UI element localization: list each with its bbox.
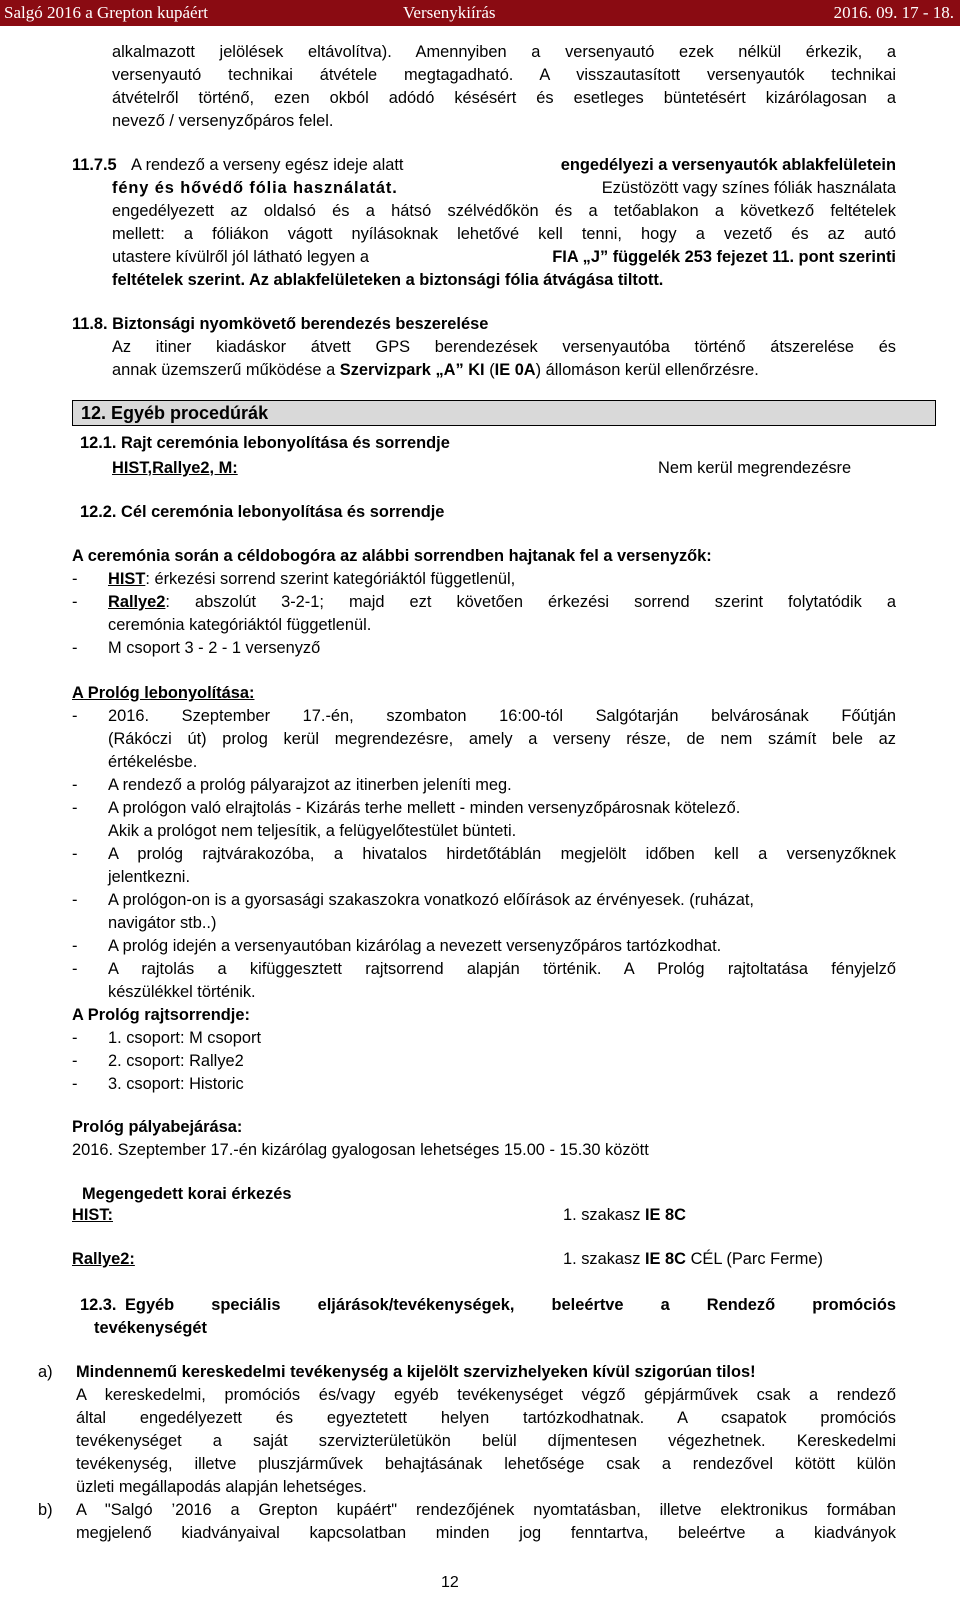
paragraph-text-bold: Mindennemű kereskedelmi tevékenység a kijelölt szervizhelyeken kívül szigorúan tilos! [76, 1363, 756, 1381]
paragraph-text-bold: engedélyezi a versenyautók ablakfelületein [560, 156, 896, 174]
text-span: CÉL (Parc Ferme) [690, 1250, 823, 1268]
paragraph-text: A rendező a verseny egész ideje alatt [131, 156, 404, 174]
paragraph-text: megjelenő kiadványaival kapcsolatban minden jog fenntartva, beleértve a kiadványok [76, 1524, 896, 1542]
station-code: IE 8C [645, 1250, 686, 1268]
section-heading: Egyéb speciális eljárások/tevékenységek, beleértve a Rendező promóciós [125, 1296, 896, 1314]
section-heading-cont: tevékenységét [94, 1319, 207, 1337]
paragraph-text: mellett: a fóliákon vágott nyílásoknak lehetővé kell tenni, hogy a vezető és az autó [112, 225, 896, 243]
section-number: 11.7.5 [72, 156, 117, 174]
paragraph-text: üzleti megállapodás alapján lehetséges. [76, 1478, 367, 1496]
list-dash: - [72, 1052, 78, 1070]
chapter-heading-box [72, 400, 936, 426]
paragraph-text-bold: fény és hővédő fólia használatát. [112, 179, 398, 197]
text-span: ) állomáson kerül ellenőrzésre. [535, 361, 759, 379]
list-item-cont: értékelésbe. [108, 753, 198, 771]
item-label: b) [38, 1501, 53, 1519]
list-item: 3. csoport: Historic [108, 1075, 244, 1093]
page-header [0, 0, 960, 26]
list-term: HIST [108, 570, 146, 588]
list-item-cont: Akik a prológot nem teljesítik, a felügyelőtestület bünteti. [108, 822, 517, 840]
paragraph-text: Ezüstözött vagy színes fóliák használata [601, 179, 896, 197]
paragraph-text: Az itiner kiadáskor átvett GPS berendezések versenyautóba történő átszerelése és [112, 338, 896, 356]
station-name: Szervizpark „A” KI [339, 361, 485, 379]
paragraph-text: A "Salgó ’2016 a Grepton kupáért" rendezőjének nyomtatásban, illetve elektronikus formában [76, 1501, 896, 1519]
header-date: 2016. 09. 17 - 18. [833, 3, 954, 22]
list-dash: - [72, 593, 78, 611]
intro-line: versenyautó technikai átvétele megtagadható. A visszautasított versenyautók technikai [112, 66, 896, 84]
paragraph-text: által engedélyezett és egyeztetett helyen tartózkodhatnak. A csapatok promóciós [76, 1409, 896, 1427]
paragraph-text-bold: feltételek szerint. Az ablakfelületeken a biztonsági fólia átvágása tiltott. [112, 271, 664, 289]
intro-line: alkalmazott jelölések eltávolítva). Amennyiben a versenyautó ezek nélkül érkezik, a [112, 43, 896, 61]
list-dash: - [72, 639, 78, 657]
paragraph-text: tevékenységet a saját szervizterületükön belül díjmentesen végezhetnek. Kereskedelmi [76, 1432, 896, 1450]
list-item: 1. csoport: M csoport [108, 1029, 262, 1047]
station-code: IE 0A [494, 361, 536, 379]
list-item: A prológ rajtvárakozóba, a hivatalos hirdetőtáblán megjelölt időben kell a versenyzőknek [108, 845, 896, 863]
category-label: Rallye2: [72, 1250, 135, 1268]
list-dash: - [72, 799, 78, 817]
paragraph-text: tevékenység, illetve pluszjárművek behajtásának lehetősége csak a rendezővel kötött külön [76, 1455, 896, 1473]
list-dash: - [72, 776, 78, 794]
category-value [563, 1205, 686, 1225]
text-span: annak üzemszerű működése a [112, 361, 336, 379]
list-item-cont: készülékkel történik. [108, 983, 256, 1001]
category-label: HIST,Rallye2, M: [112, 459, 238, 477]
intro-line: átvételről történő, ezen okból adódó késésért és esetleges büntetésért kizárólagosan a [112, 89, 896, 107]
list-item-cont: jelentkezni. [108, 868, 191, 886]
list-item: A rendező a prológ pályarajzot az itinerben jeleníti meg. [108, 776, 512, 794]
header-title: Salgó 2016 a Grepton kupáért [4, 3, 208, 22]
text-span: : abszolút 3-2-1; majd ezt követően érkezési sorrend szerint folytatódik a [165, 593, 896, 611]
list-item-cont: ceremónia kategóriáktól függetlenül. [108, 616, 372, 634]
paragraph-heading: A Prológ lebonyolítása: [72, 684, 255, 702]
list-dash: - [72, 707, 78, 725]
text-span: ( [489, 361, 495, 379]
list-item: 2016. Szeptember 17.-én, szombaton 16:00-tól Salgótarján belvárosának Főútján [108, 707, 896, 725]
paragraph-heading: A Prológ rajtsorrendje: [72, 1006, 250, 1024]
paragraph-heading: Megengedett korai érkezés [82, 1185, 292, 1203]
text-span: 1. szakasz [563, 1206, 641, 1224]
list-item-cont: (Rákóczi út) prolog kerül megrendezésre, amely a verseny része, de nem számít bele az [108, 730, 896, 748]
paragraph-heading: Prológ pályabejárása: [72, 1118, 243, 1136]
section-number: 12.3. [80, 1296, 117, 1314]
list-dash: - [72, 1029, 78, 1047]
paragraph-heading: A ceremónia során a céldobogóra az alábbi sorrendben hajtanak fel a versenyzők: [72, 547, 712, 565]
list-dash: - [72, 960, 78, 978]
list-dash: - [72, 1075, 78, 1093]
paragraph-text-bold: FIA „J” függelék 253 fejezet 11. pont szerinti [552, 248, 896, 266]
section-heading: 12.1. Rajt ceremónia lebonyolítása és sorrendje [80, 434, 450, 452]
item-label: a) [38, 1363, 53, 1381]
intro-line: nevező / versenyzőpáros felel. [112, 112, 334, 130]
category-value: Nem kerül megrendezésre [658, 459, 852, 477]
chapter-heading: 12. Egyéb procedúrák [81, 403, 269, 423]
list-dash: - [72, 891, 78, 909]
list-item [108, 569, 515, 589]
paragraph-text: 2016. Szeptember 17.-én kizárólag gyalogosan lehetséges 15.00 - 15.30 között [72, 1141, 649, 1159]
paragraph-text [112, 360, 759, 380]
section-heading: 11.8. Biztonsági nyomkövető berendezés beszerelése [72, 315, 489, 333]
list-dash: - [72, 570, 78, 588]
paragraph-text: utastere kívülről jól látható legyen a [112, 248, 369, 266]
list-item: A prológ idején a versenyautóban kizárólag a nevezett versenyzőpáros tartózkodhat. [108, 937, 722, 955]
paragraph-text: engedélyezett az oldalsó és a hátsó szélvédőkön és a tetőablakon a következő feltételek [112, 202, 896, 220]
list-item: A prológon való elrajtolás - Kizárás terhe mellett - minden versenyzőpárosnak kötelező. [108, 799, 741, 817]
list-dash: - [72, 937, 78, 955]
list-item: A prológon-on is a gyorsasági szakaszokra vonatkozó előírások az érvényesek. (ruházat, [108, 891, 754, 909]
text-span: 1. szakasz [563, 1250, 641, 1268]
section-heading: 12.2. Cél ceremónia lebonyolítása és sorrendje [80, 503, 445, 521]
list-item [108, 592, 896, 612]
header-doc-type: Versenykiírás [403, 3, 496, 22]
category-value [563, 1249, 823, 1269]
station-code: IE 8C [645, 1206, 686, 1224]
paragraph-text: A kereskedelmi, promóciós és/vagy egyéb tevékenységet végző gépjárművek csak a rendező [76, 1386, 896, 1404]
category-label: HIST: [72, 1206, 113, 1224]
list-term: Rallye2 [108, 593, 166, 611]
list-item: M csoport 3 - 2 - 1 versenyző [108, 639, 321, 657]
list-item: A rajtolás a kifüggesztett rajtsorrend alapján történik. A Prológ rajtoltatása fényjelző [108, 960, 896, 978]
list-item-cont: navigátor stb..) [108, 914, 217, 932]
list-item: 2. csoport: Rallye2 [108, 1052, 244, 1070]
text-span: : érkezési sorrend szerint kategóriáktól függetlenül, [145, 570, 516, 588]
list-dash: - [72, 845, 78, 863]
page-number: 12 [441, 1574, 459, 1591]
